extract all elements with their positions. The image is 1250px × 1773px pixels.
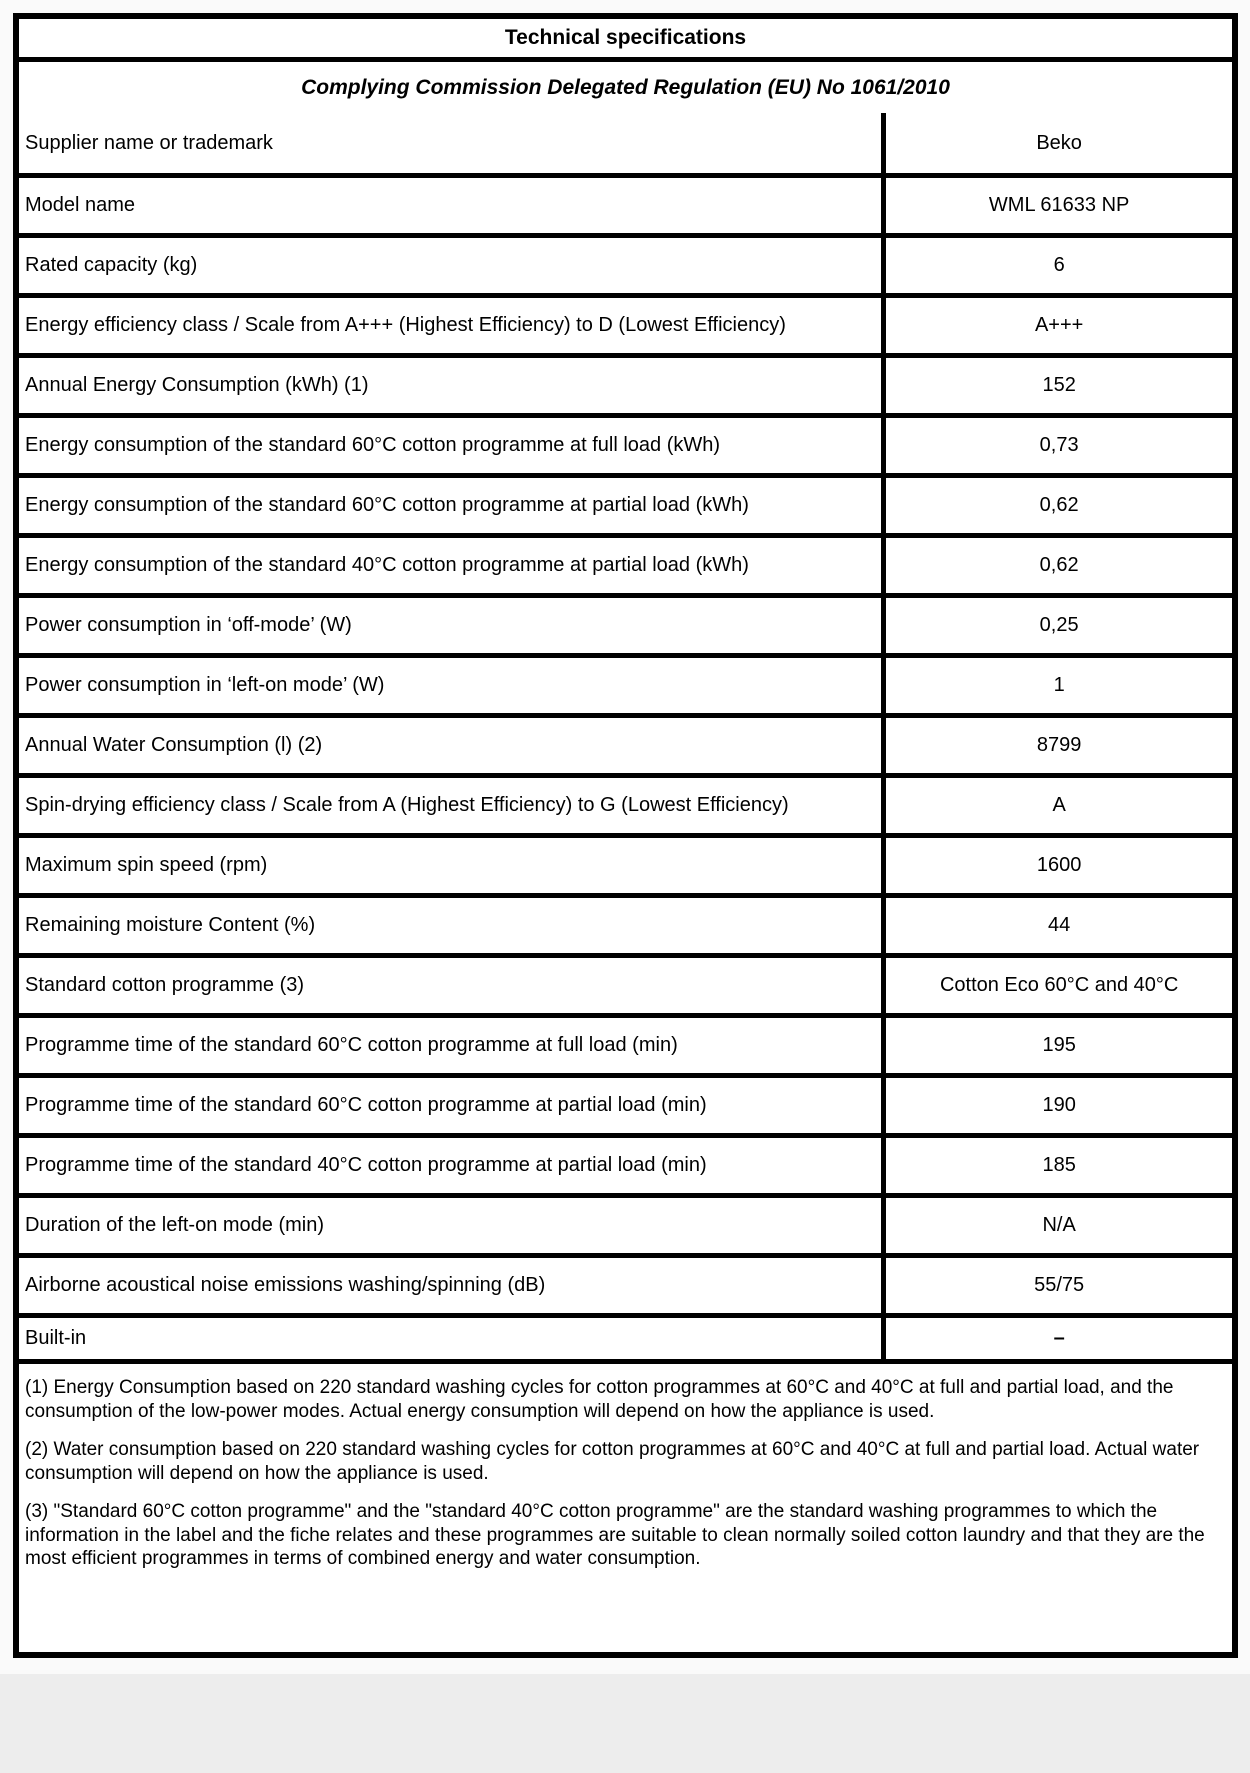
table-row (19, 1133, 1232, 1193)
spec-value: WML 61633 NP (988, 194, 1130, 216)
spec-label: Spin-drying efficiency class / Scale from A (Highest Efficiency) to G (Lowest Efficiency) (19, 778, 886, 833)
technical-specifications-table (13, 13, 1238, 1658)
spec-value: 44 (1048, 914, 1071, 936)
spec-value: 185 (1042, 1154, 1076, 1176)
spec-value: 0,25 (1039, 614, 1079, 636)
table-row (19, 233, 1232, 293)
spec-label: Built-in (19, 1318, 886, 1359)
spec-value: 55/75 (1034, 1274, 1085, 1296)
table-row (19, 293, 1232, 353)
spec-value: A (1052, 794, 1066, 816)
table-row (19, 1013, 1232, 1073)
table-row (19, 653, 1232, 713)
spec-label: Annual Energy Consumption (kWh) (1) (19, 358, 886, 413)
spec-label: Programme time of the standard 60°C cotton programme at full load (min) (19, 1018, 886, 1073)
footnote-water: (2) Water consumption based on 220 standard washing cycles for cotton programmes at 60°C and 40°C at full and partial load. Actual water consumption will depend on how the appliance is used. (25, 1439, 1200, 1484)
spec-label: Programme time of the standard 40°C cotton programme at partial load (min) (19, 1138, 886, 1193)
table-row (19, 953, 1232, 1013)
footnotes-block (19, 1364, 1232, 1652)
spec-label: Duration of the left-on mode (min) (19, 1198, 886, 1253)
table-row (19, 593, 1232, 653)
table-title: Technical specifications (504, 26, 747, 49)
table-title-row (19, 19, 1232, 57)
spec-value: 190 (1042, 1094, 1076, 1116)
table-row (19, 1073, 1232, 1133)
footnote-energy: (1) Energy Consumption based on 220 standard washing cycles for cotton programmes at 60°C and 40°C at full and partial load, and the consumption of the low-power modes. Actual energy consumption will depend on how the appliance is used. (25, 1377, 1174, 1422)
spec-value: Cotton Eco 60°C and 40°C (939, 974, 1179, 996)
table-row (19, 533, 1232, 593)
spec-value: 195 (1042, 1034, 1076, 1056)
table-subtitle: Complying Commission Delegated Regulation (EU) No 1061/2010 (301, 75, 950, 99)
spec-label: Supplier name or trademark (19, 113, 886, 173)
table-row (19, 473, 1232, 533)
spec-value: 8799 (1036, 734, 1082, 756)
spec-value: 0,62 (1039, 494, 1079, 516)
table-row (19, 833, 1232, 893)
spec-label: Model name (19, 178, 886, 233)
spec-label: Energy consumption of the standard 60°C cotton programme at partial load (kWh) (19, 478, 886, 533)
spec-label: Power consumption in ‘off-mode’ (W) (19, 598, 886, 653)
spec-label: Power consumption in ‘left-on mode’ (W) (19, 658, 886, 713)
footnotes-section (19, 1359, 1232, 1652)
spec-label: Energy consumption of the standard 60°C cotton programme at full load (kWh) (19, 418, 886, 473)
spec-label: Programme time of the standard 60°C cotton programme at partial load (min) (19, 1078, 886, 1133)
spec-rows-container (19, 113, 1232, 1359)
table-row (19, 353, 1232, 413)
spec-label: Standard cotton programme (3) (19, 958, 886, 1013)
table-row (19, 773, 1232, 833)
spec-label: Maximum spin speed (rpm) (19, 838, 886, 893)
spec-value: 0,73 (1039, 434, 1079, 456)
table-row (19, 173, 1232, 233)
spec-value: 0,62 (1039, 554, 1079, 576)
table-row (19, 113, 1232, 173)
spec-value: 6 (1053, 254, 1065, 276)
spec-label: Airborne acoustical noise emissions washing/spinning (dB) (19, 1258, 886, 1313)
table-row (19, 413, 1232, 473)
table-row (19, 1253, 1232, 1313)
spec-value: A+++ (1034, 314, 1084, 336)
spec-value: 1600 (1036, 854, 1082, 876)
spec-value: Beko (1036, 131, 1082, 154)
footnote-standard-programme: (3) "Standard 60°C cotton programme" and the "standard 40°C cotton programme" are the standard washing programmes to which the information in the label and the fiche relates and these programmes are suitable to clean normally soiled cotton laundry and that they are the most efficient programmes in terms of combined energy and water consumption. (25, 1501, 1205, 1570)
table-row (19, 893, 1232, 953)
table-row (19, 1193, 1232, 1253)
spec-label: Energy consumption of the standard 40°C cotton programme at partial load (kWh) (19, 538, 886, 593)
spec-value: 1 (1053, 674, 1065, 696)
spec-value: N/A (1042, 1214, 1076, 1236)
spec-label: Remaining moisture Content (%) (19, 898, 886, 953)
spec-label: Annual Water Consumption (l) (2) (19, 718, 886, 773)
spec-value: 152 (1042, 374, 1076, 396)
spec-label: Energy efficiency class / Scale from A+++ (Highest Efficiency) to D (Lowest Efficiency) (19, 298, 886, 353)
table-row (19, 713, 1232, 773)
spec-label: Rated capacity (kg) (19, 238, 886, 293)
table-subtitle-row (19, 57, 1232, 113)
table-row (19, 1313, 1232, 1359)
spec-value: – (1053, 1327, 1065, 1349)
